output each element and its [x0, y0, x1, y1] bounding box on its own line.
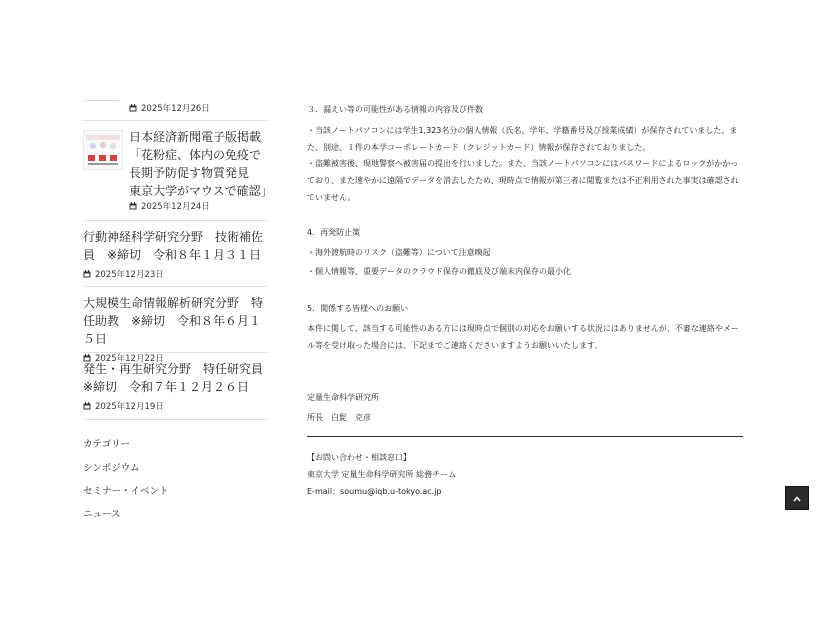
back-to-top-button[interactable] [785, 486, 809, 510]
signature-org: 定量生命科学研究所 [307, 393, 379, 402]
post-date [129, 102, 210, 114]
calendar-icon [129, 104, 137, 112]
contact-heading: 【お問い合わせ・相談窓口】 [307, 453, 411, 462]
sidebar [83, 92, 276, 520]
contact-divider [307, 436, 743, 437]
blank-area [0, 520, 826, 620]
post-date-text: 2025年12月24日 [141, 202, 210, 212]
post-date [129, 200, 210, 212]
sidebar-post[interactable] [83, 228, 267, 280]
post-thumbnail[interactable] [83, 130, 123, 170]
section-4-item: ・個人情報等、重要データのクラウド保存の徹底及び端末内保存の最小化 [307, 267, 571, 276]
category-heading: カテゴリー [83, 439, 131, 450]
section-3-heading: ３．漏えい等の可能性がある情報の内容及び件数 [307, 105, 483, 114]
post-date-text: 2025年12月19日 [95, 402, 164, 412]
category-item-symposium[interactable]: シンポジウム [83, 463, 140, 474]
post-date [83, 268, 267, 280]
post-title[interactable]: 行動神経科学研究分野 技術補佐員 ※締切 令和８年１月３１日 [83, 230, 264, 262]
signature-name: 所長 白髭 克彦 [307, 413, 371, 422]
calendar-icon [129, 202, 137, 210]
contact-email[interactable]: E-mail：soumu@iqb.u-tokyo.ac.jp [307, 487, 442, 496]
sidebar-post[interactable] [83, 360, 276, 412]
contact-org: 東京大学 定量生命科学研究所 総務チーム [307, 470, 457, 479]
category-item-seminar[interactable]: セミナー・イベント [83, 486, 169, 497]
section-5-heading: 5．関係する皆様へのお願い [307, 304, 409, 313]
post-title[interactable]: 日本経済新聞電子版掲載「花粉症、体内の免疫で長期予防促す物質発見 東京大学がマウスで確認」 [129, 130, 273, 198]
calendar-icon [83, 402, 91, 410]
post-title[interactable]: 発生・再生研究分野 特任研究員 ※締切 令和７年１２月２６日 [83, 362, 276, 394]
sidebar-divider [83, 120, 267, 121]
sidebar-divider [83, 286, 267, 287]
section-3-paragraph: ・盗難被害後、現地警察へ被害届の提出を行いました。また、当該ノートパソコンにはパスワードによるロックがかかっており、また速やかに遠隔でデータを消去したため、現時点で情報が第三者に閲覧または不正利用された事実は確認されていません。 [307, 159, 739, 202]
section-4-item: ・海外渡航時のリスク（盗難等）について注意喚起 [307, 248, 491, 257]
section-4-heading: 4．再発防止策 [307, 228, 361, 237]
calendar-icon [83, 270, 91, 278]
section-3-paragraph: ・当該ノートパソコンには学生1,323名分の個人情報（氏名、学年、学籍番号及び授業成績）が保存されていました。また、別途、１件の本学コーポレートカード（クレジットカード）情報が保存されておりました。 [307, 126, 738, 152]
section-5-paragraph: 本件に関して、該当する可能性のある方には現時点で個別の対応をお願いする状況にはありませんが、不審な連絡やメール等を受け取った場合には、下記までご連絡くださいますようお願いいたします。 [307, 324, 739, 350]
post-title[interactable]: 大規模生命情報解析研究分野 特任助教 ※締切 令和８年６月１５日 [83, 296, 264, 346]
chevron-up-icon [792, 489, 802, 508]
sidebar-divider [83, 419, 267, 420]
sidebar-divider [83, 352, 267, 353]
category-item-news[interactable]: ニュース [83, 509, 121, 520]
post-date-text: 2025年12月23日 [95, 270, 164, 280]
sidebar-post[interactable] [83, 294, 267, 364]
post-date-text: 2025年12月26日 [141, 104, 210, 114]
sidebar-divider [83, 220, 267, 221]
thumb-stub-divider [83, 100, 119, 101]
post-date-text: 2025年12月22日 [95, 354, 164, 364]
post-date [83, 400, 267, 412]
